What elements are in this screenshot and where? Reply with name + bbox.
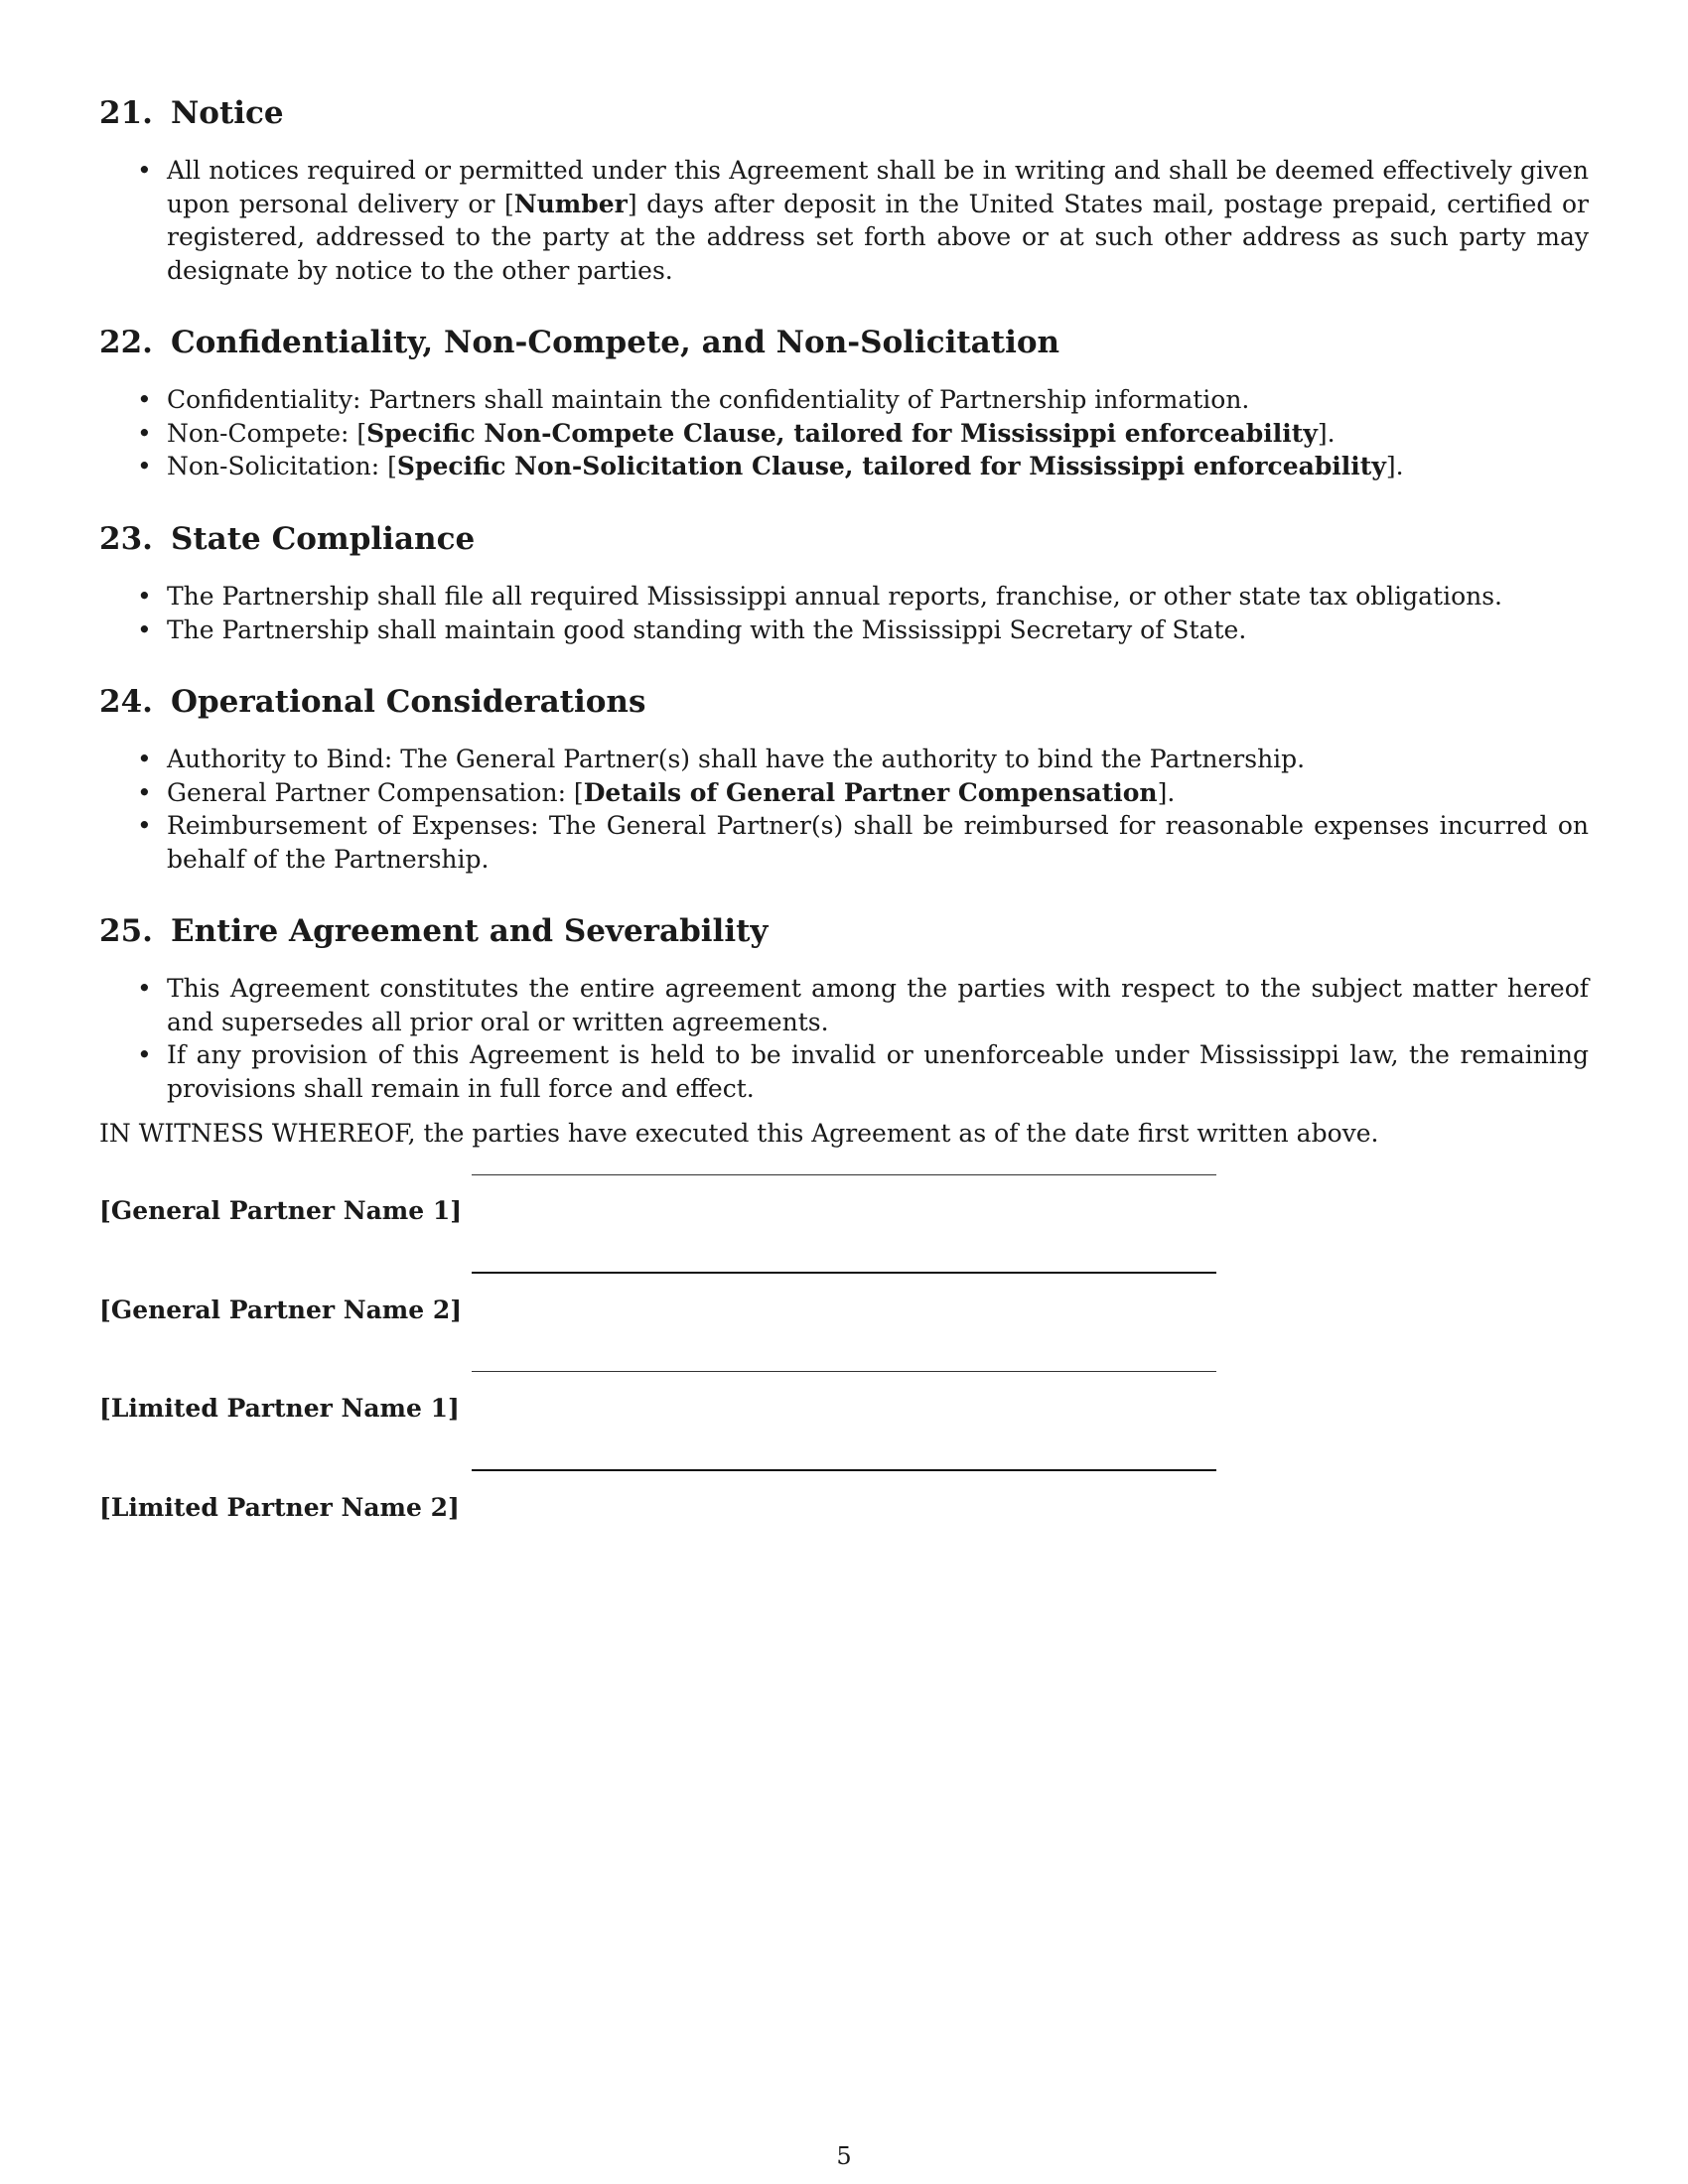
bullet-icon: •	[137, 777, 152, 807]
item-text: General Partner Compensation: [	[167, 777, 584, 807]
signature-line[interactable]	[472, 1469, 1216, 1471]
placeholder-text: Specific Non-Compete Clause, tailored for Mississippi enforceability	[366, 418, 1318, 448]
signature-line[interactable]	[472, 1174, 1216, 1175]
signature-line[interactable]	[472, 1272, 1216, 1274]
item-text-tail: ].	[1157, 777, 1176, 807]
item-text: Reimbursement of Expenses: The General Partner(s) shall be reimbursed for reasonable expenses incurred on behalf of the Partnership.	[167, 811, 1589, 874]
bullet-icon: •	[137, 974, 152, 1004]
list-item	[99, 580, 1589, 614]
section-title: Notice	[170, 95, 284, 131]
bullet-list	[99, 972, 1589, 1105]
item-text: Non-Solicitation: [	[167, 452, 397, 481]
bullet-icon: •	[137, 745, 152, 774]
item-text-tail: ] days after deposit in the United States mail, postage prepaid, certified or registered, addressed to the party at the address set forth above or at such other address as such party may designate by notice to the other parties.	[167, 189, 1590, 285]
section-heading	[99, 95, 1589, 132]
list-item	[99, 417, 1589, 451]
section-title: Entire Agreement and Severability	[170, 913, 769, 950]
section-heading	[99, 521, 1589, 558]
bullet-icon: •	[137, 1040, 152, 1070]
bullet-icon: •	[137, 385, 152, 415]
item-text: All notices required or permitted under this Agreement shall be in writing and shall be deemed effectively given upon personal delivery or [	[167, 156, 1589, 218]
item-text: Non-Compete: [	[167, 418, 367, 448]
signatory-name: [General Partner Name 2]	[99, 1296, 463, 1325]
list-item	[99, 776, 1589, 810]
item-text: Authority to Bind: The General Partner(s) shall have the authority to bind the Partnership.	[167, 745, 1306, 774]
signatory-name: [Limited Partner Name 2]	[99, 1493, 460, 1523]
section-heading	[99, 325, 1589, 361]
section-title: Confidentiality, Non-Compete, and Non-Solicitation	[170, 325, 1060, 361]
section-operational-considerations	[99, 684, 1589, 876]
signature-line[interactable]	[472, 1371, 1216, 1372]
section-number: 21.	[99, 95, 153, 131]
placeholder-text: Specific Non-Solicitation Clause, tailored for Mississippi enforceability	[396, 452, 1386, 481]
document-page	[99, 95, 1589, 1591]
list-item	[99, 972, 1589, 1038]
section-number: 22.	[99, 325, 153, 361]
bullet-icon: •	[137, 811, 152, 841]
section-number: 24.	[99, 684, 153, 721]
item-text: If any provision of this Agreement is held to be invalid or unenforceable under Mississippi law, the remaining provisions shall remain in full force and effect.	[167, 1040, 1589, 1103]
list-item	[99, 450, 1589, 483]
section-title: State Compliance	[170, 520, 476, 557]
witness-statement: IN WITNESS WHEREOF, the parties have executed this Agreement as of the date first written above.	[99, 1119, 1379, 1149]
section-heading	[99, 913, 1589, 950]
section-number: 25.	[99, 913, 153, 950]
list-item	[99, 1038, 1589, 1105]
bullet-icon: •	[137, 614, 152, 644]
placeholder-text: Details of General Partner Compensation	[583, 777, 1158, 807]
signatory-name: [Limited Partner Name 1]	[99, 1394, 460, 1424]
bullet-icon: •	[137, 156, 152, 186]
section-state-compliance	[99, 521, 1589, 646]
item-text: Confidentiality: Partners shall maintain the confidentiality of Partnership information.	[167, 385, 1250, 415]
item-text: The Partnership shall maintain good standing with the Mississippi Secretary of State.	[167, 614, 1247, 644]
section-heading	[99, 684, 1589, 721]
section-confidentiality	[99, 325, 1589, 483]
list-item	[99, 614, 1589, 647]
placeholder-text: Number	[513, 189, 628, 218]
item-text: This Agreement constitutes the entire agreement among the parties with respect to the subject matter hereof and supersedes all prior oral or written agreements.	[167, 974, 1589, 1036]
section-number: 23.	[99, 520, 153, 557]
item-text-tail: ].	[1385, 452, 1404, 481]
list-item	[99, 154, 1589, 287]
section-notice	[99, 95, 1589, 287]
bullet-icon: •	[137, 582, 152, 612]
bullet-list	[99, 580, 1589, 646]
bullet-icon: •	[137, 418, 152, 448]
item-text: The Partnership shall file all required Mississippi annual reports, franchise, or other state tax obligations.	[167, 582, 1502, 612]
section-title: Operational Considerations	[170, 684, 646, 721]
list-item	[99, 743, 1589, 776]
signature-block	[99, 1174, 1589, 1591]
bullet-list	[99, 743, 1589, 876]
item-text-tail: ].	[1317, 418, 1336, 448]
section-entire-agreement	[99, 913, 1589, 1105]
bullet-list	[99, 154, 1589, 287]
bullet-icon: •	[137, 452, 152, 481]
list-item	[99, 383, 1589, 417]
signatory-name: [General Partner Name 1]	[99, 1196, 463, 1226]
page-number: 5	[836, 2142, 852, 2170]
bullet-list	[99, 383, 1589, 483]
list-item	[99, 809, 1589, 876]
